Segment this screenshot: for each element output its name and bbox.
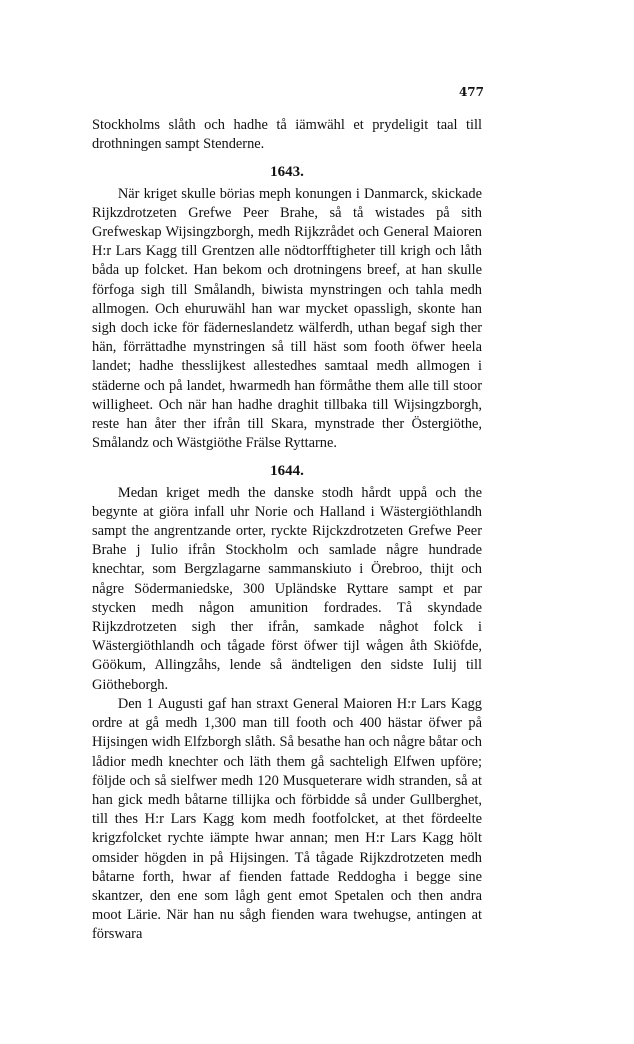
year-heading: 1644. [270, 463, 304, 480]
paragraph: När kriget skulle börias meph konungen i Danmarck, skickade Rijkzdrotzeten Grefwe Peer Brahe, så tå wistades på sith Grefweskap Wijsingzborgh, medh Rijkzrådet och General Maioren H:r Lars Kagg till Grentzen alle nödtorfftigheter till krigh och låth båda up folcket. Han bekom och drotningens breef, at han skulle förfoga sigh till Smålandh, biwista mynstringen och tahla medh allmogen. Och ehuruwähl han war mycket opassligh, skonte han sigh doch icke för fäderneslandetz wälferdh, uthan begaf sigh ther hän, förrättadhe mynstringen så till häst som footh öfwer heela landet; hadhe thesslijkest allestedhes samtaal medh allmogen i städerne och på landet, hwarmedh han förmåthe them alle till stoor willigheet. Och när han hadhe draghit tillbaka till Wijsingzborgh, reste han åter ther ifrån till Skara, mynstrade ther Östergiöthe, Smålandz och Wästgiöthe Frälse Ryttarne. [92, 185, 482, 452]
page-body [92, 116, 482, 945]
paragraph: Den 1 Augusti gaf han straxt General Maioren H:r Lars Kagg ordre at gå medh 1,300 man till footh och 400 hästar öfwer på Hijsingen widh Elfzborgh slåth. Så besathe han och någre båtar och lådior medh knechter och läth them gå sachteligh Elfwen upföre; följde och så sielfwer medh 120 Musqueterare widh stranden, så at han gick medh båtarne tillijka och förbidde så under Gullberghet, till thes H:r Lars Kagg kom medh footfolcket, at thet fördeelte krigzfolcket rychte iämpte hwar annan; men H:r Lars Kagg hölt omsider högden in på Hijsingen. Tå tågade Rijkzdrotzeten medh båtarne forth, hwar af fienden fattade Reddogha i begge sine skantzer, den ene som lågh gent emot Spetalen och then andra moot Lärie. När han nu sågh fienden wara twehugse, antingen at förswara [92, 695, 482, 943]
paragraph: Stockholms slåth och hadhe tå iämwähl et prydeligit taal till drothningen sampt Stenderne. [92, 117, 482, 153]
page-number: 477 [458, 85, 484, 99]
paragraph: Medan kriget medh the danske stodh hårdt uppå och the begynte at giöra infall uhr Norie och Halland i Wästergiöthlandh sampt the angrentzande orter, ryckte Rijckzdrotzeten Grefwe Peer Brahe j Iulio ifrån Stockholm och samlade någre hundrade knechtar, som Bergzlagarne sammanskiuto i Örebroo, thijt och någre Södermaniedske, 300 Upländske Ryttare sampt et par stycken medh någon amunition fordrades. Tå skyndade Rijkzdrotzeten sigh ther ifrån, samkade någhot folck i Wästergiöthlandh och tågade först öfwer tijl wågen åth Skiöfde, Göökum, Allingzåhs, lende så ändteligen den sidste Iulij till Giötheborgh. [92, 484, 482, 693]
year-heading: 1643. [270, 164, 304, 181]
